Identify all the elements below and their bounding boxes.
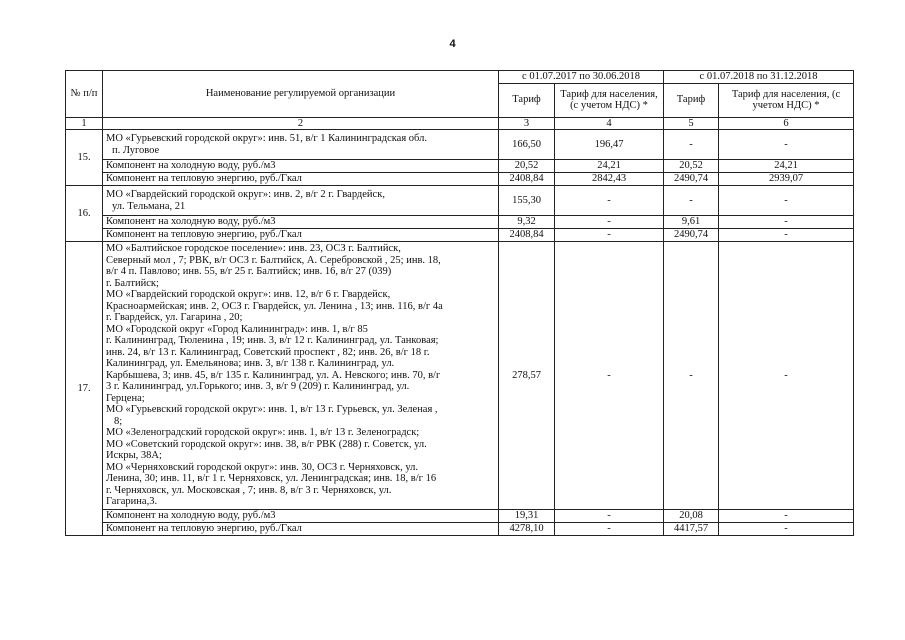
tariff-value: 9,61 bbox=[664, 216, 719, 229]
org-line: МО «Гурьевский городской округ»: инв. 1, в/г 13 г. Гурьевск, ул. Зеленая , bbox=[106, 404, 438, 415]
tariff-value: 2408,84 bbox=[499, 229, 555, 242]
row-number: 16. bbox=[66, 186, 103, 242]
tariff-pop-value: - bbox=[555, 242, 664, 510]
tariff-pop-value: 196,47 bbox=[555, 130, 664, 160]
org-line: МО «Гвардейский городской округ»: инв. 12, в/г 6 г. Гвардейск, bbox=[106, 289, 391, 300]
org-line: п. Луговое bbox=[112, 144, 160, 156]
header-num: № п/п bbox=[66, 71, 103, 118]
org-line: 8; bbox=[114, 415, 123, 427]
org-line: Гагарина,3. bbox=[106, 496, 158, 507]
header-period-2: с 01.07.2018 по 31.12.2018 bbox=[664, 71, 854, 84]
column-number: 2 bbox=[103, 117, 499, 130]
tariff-value: 2490,74 bbox=[664, 229, 719, 242]
tariff-value: - bbox=[664, 242, 719, 510]
tariff-pop-value: 24,21 bbox=[719, 160, 854, 173]
tariff-value: 4417,57 bbox=[664, 522, 719, 535]
component-label: Компонент на холодную воду, руб./м3 bbox=[103, 509, 499, 522]
tariff-pop-value: - bbox=[555, 522, 664, 535]
tariff-pop-value: - bbox=[555, 216, 664, 229]
org-line: г. Калининград, Тюленина , 19; инв. 3, в/г 12 г. Калининград, ул. Танковая; bbox=[106, 335, 439, 346]
row-number: 15. bbox=[66, 130, 103, 186]
component-label: Компонент на тепловую энергию, руб./Гкал bbox=[103, 173, 499, 186]
org-line: г. Балтийск; bbox=[106, 277, 159, 289]
component-label: Компонент на холодную воду, руб./м3 bbox=[103, 160, 499, 173]
org-line: 3 г. Калининград, ул.Горького; инв. 3, в/г 9 (209) г. Калининград, ул. bbox=[106, 381, 410, 392]
tariff-value: - bbox=[664, 186, 719, 216]
tariff-pop-value: 2939,07 bbox=[719, 173, 854, 186]
org-line: ул. Тельмана, 21 bbox=[112, 200, 186, 212]
column-number: 4 bbox=[555, 117, 664, 130]
header-tariff-pop-1: Тариф для населения, (с учетом НДС) * bbox=[555, 83, 664, 117]
component-label: Компонент на тепловую энергию, руб./Гкал bbox=[103, 229, 499, 242]
tariff-pop-value: - bbox=[719, 130, 854, 160]
tariff-pop-value: 2842,43 bbox=[555, 173, 664, 186]
component-label: Компонент на холодную воду, руб./м3 bbox=[103, 216, 499, 229]
tariff-pop-value: - bbox=[719, 186, 854, 216]
table-row bbox=[66, 173, 854, 186]
org-line: МО «Черняховский городской округ»: инв. 30, ОСЗ г. Черняховск, ул. bbox=[106, 461, 418, 473]
org-line: МО «Городской округ «Город Калининград»: инв. 1, в/г 85 bbox=[106, 323, 368, 335]
tariff-value: 155,30 bbox=[499, 186, 555, 216]
table-row bbox=[66, 216, 854, 229]
page-number: 4 bbox=[449, 38, 456, 50]
org-line: г. Черняховск, ул. Московская , 7; инв. 8, в/г 3 г. Черняховск, ул. bbox=[106, 484, 392, 496]
column-number: 5 bbox=[664, 117, 719, 130]
org-line: Калининград, ул. Емельянова; инв. 3, в/г 138 г. Калининград, ул. bbox=[106, 358, 395, 369]
org-line: МО «Зеленоградский городской округ»: инв. 1, в/г 13 г. Зеленоградск; bbox=[106, 427, 420, 438]
header-tariff-1: Тариф bbox=[499, 83, 555, 117]
tariff-pop-value: - bbox=[719, 242, 854, 510]
tariff-value: 2408,84 bbox=[499, 173, 555, 186]
tariff-pop-value: - bbox=[719, 522, 854, 535]
org-line: МО «Балтийское городское поселение»: инв. 23, ОСЗ г. Балтийск, bbox=[106, 243, 401, 254]
tariff-pop-value: - bbox=[719, 509, 854, 522]
column-number: 1 bbox=[66, 117, 103, 130]
org-line: МО «Советский городской округ»: инв. 38, в/г РВК (288) г. Советск, ул. bbox=[106, 438, 427, 450]
tariff-value: 20,52 bbox=[499, 160, 555, 173]
tariff-value: 9,32 bbox=[499, 216, 555, 229]
table-row bbox=[66, 186, 854, 216]
tariff-value: 278,57 bbox=[499, 242, 555, 510]
organization-cell bbox=[103, 242, 499, 510]
tariff-value: - bbox=[664, 130, 719, 160]
org-line: Северный мол , 7; РВК, в/г ОСЗ г. Балтийск, А. Серебровской , 25; инв. 18, bbox=[106, 254, 441, 266]
tariff-pop-value: - bbox=[555, 229, 664, 242]
column-number-row bbox=[66, 117, 854, 130]
header-tariff-pop-2: Тариф для населения, (с учетом НДС) * bbox=[719, 83, 854, 117]
tariff-value: 2490,74 bbox=[664, 173, 719, 186]
tariff-pop-value: - bbox=[555, 509, 664, 522]
org-line: МО «Гвардейский городской округ»: инв. 2, в/г 2 г. Гвардейск, bbox=[106, 189, 385, 200]
tariff-value: 20,52 bbox=[664, 160, 719, 173]
column-number: 3 bbox=[499, 117, 555, 130]
table-row bbox=[66, 229, 854, 242]
tariff-pop-value: - bbox=[555, 186, 664, 216]
org-line: МО «Гурьевский городской округ»: инв. 51, в/г 1 Калининградская обл. bbox=[106, 133, 427, 144]
header-period-1: с 01.07.2017 по 30.06.2018 bbox=[499, 71, 664, 84]
tariff-pop-value: - bbox=[719, 229, 854, 242]
tariff-table bbox=[65, 70, 854, 536]
tariff-value: 4278,10 bbox=[499, 522, 555, 535]
tariff-value: 19,31 bbox=[499, 509, 555, 522]
table-row bbox=[66, 242, 854, 510]
tariff-value: 20,08 bbox=[664, 509, 719, 522]
table-row bbox=[66, 130, 854, 160]
row-number: 17. bbox=[66, 242, 103, 536]
org-line: Карбышева, 3; инв. 45, в/г 135 г. Калининград, ул. А. Невского; инв. 70, в/г bbox=[106, 369, 441, 381]
org-line: в/г 4 п. Павлово; инв. 55, в/г 25 г. Балтийск; инв. 16, в/г 27 (039) bbox=[106, 266, 392, 277]
org-line: Ленина, 30; инв. 11, в/г 1 г. Черняховск, ул. Ленинградская; инв. 18, в/г 16 bbox=[106, 473, 437, 484]
tariff-value: 166,50 bbox=[499, 130, 555, 160]
org-line: Красноармейская; инв. 2, ОСЗ г. Гвардейск, ул. Ленина , 13; инв. 116, в/г 4а bbox=[106, 300, 443, 312]
column-number: 6 bbox=[719, 117, 854, 130]
table-row bbox=[66, 522, 854, 535]
org-line: инв. 24, в/г 13 г. Калининград, Советский проспект , 82; инв. 26, в/г 18 г. bbox=[106, 346, 430, 358]
header-tariff-2: Тариф bbox=[664, 83, 719, 117]
table-row bbox=[66, 160, 854, 173]
component-label: Компонент на тепловую энергию, руб./Гкал bbox=[103, 522, 499, 535]
organization-cell bbox=[103, 130, 499, 160]
table-row bbox=[66, 509, 854, 522]
tariff-pop-value: - bbox=[719, 216, 854, 229]
tariff-pop-value: 24,21 bbox=[555, 160, 664, 173]
header-org: Наименование регулируемой организации bbox=[103, 71, 499, 118]
org-line: Герцена; bbox=[106, 392, 145, 404]
org-line: Искры, 38А; bbox=[106, 450, 162, 461]
org-line: г. Гвардейск, ул. Гагарина , 20; bbox=[106, 312, 243, 323]
organization-cell bbox=[103, 186, 499, 216]
